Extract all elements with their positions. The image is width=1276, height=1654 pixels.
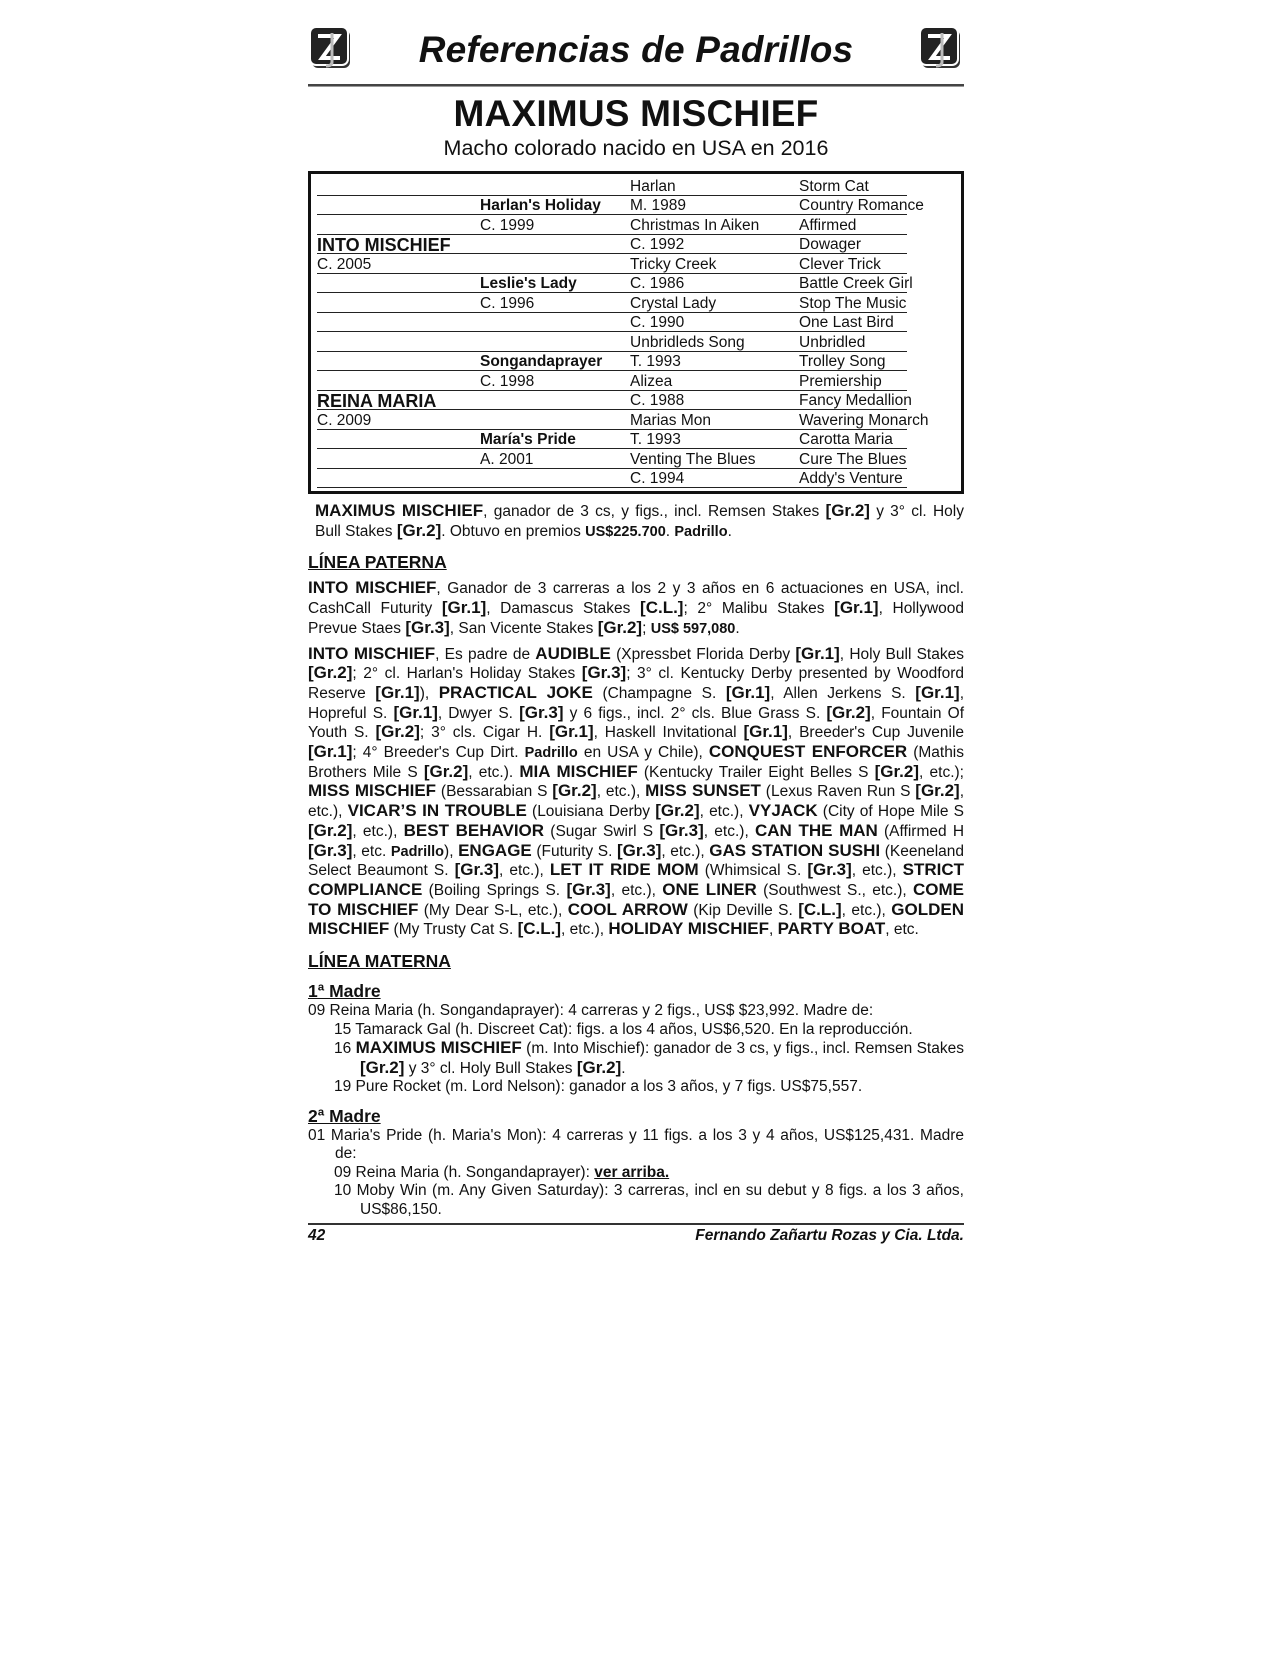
pedigree-cell-gen2: C. 1998	[480, 372, 535, 390]
progeny-text: (My Dear S-L, etc.),	[418, 901, 568, 919]
grade-label: [Gr.2]	[826, 702, 871, 722]
progeny-name: COOL ARROW	[567, 899, 688, 919]
pedigree-row	[317, 449, 941, 469]
progeny-name: CAN THE MAN	[754, 820, 878, 840]
progeny-name: MIA MISCHIEF	[519, 761, 638, 781]
produce-text: 09 Reina Maria (h. Songandaprayer):	[334, 1163, 595, 1181]
progeny-name: ONE LINER	[662, 879, 757, 899]
produce-text: (m. Into Mischief): ganador de 3 cs, y figs., incl. Remsen Stakes	[521, 1040, 964, 1058]
prize-amount: US$ 597,080	[650, 620, 736, 637]
dam-2-heading: 2ª Madre	[308, 1105, 381, 1126]
progeny-name: HOLIDAY MISCHIEF	[608, 919, 769, 939]
pedigree-table	[308, 171, 964, 494]
pedigree-cell-gen3: Crystal Lady	[630, 294, 717, 312]
pedigree-row	[317, 391, 941, 411]
progeny-name: ENGAGE	[458, 840, 532, 860]
grade-label: [Gr.2]	[655, 801, 700, 821]
produce-entry	[308, 1164, 964, 1183]
footer-company: Fernando Zañartu Rozas y Cia. Ltda.	[695, 1227, 964, 1245]
progeny-text: (Whimsical S.	[698, 862, 808, 880]
progeny-text: ),	[444, 842, 459, 860]
progeny-text: (Bessarabian S	[436, 783, 553, 801]
pedigree-cell-gen4: Storm Cat	[799, 177, 869, 195]
pedigree-cell-gen4: Wavering Monarch	[799, 411, 929, 429]
progeny-name: COME TO MISCHIEF	[308, 879, 965, 919]
progeny-text: (My Trusty Cat S.	[389, 921, 518, 939]
progeny-text: , etc.),	[561, 921, 609, 939]
produce-entry: 10 Moby Win (m. Any Given Saturday): 3 carreras, incl en su debut y 8 figs. a los 3 años, US$86,150.	[334, 1182, 964, 1218]
summary-text: .	[665, 522, 675, 540]
pedigree-cell-gen4: Premiership	[799, 372, 882, 390]
progeny-text: , Dwyer S.	[437, 704, 520, 722]
grade-label: [Gr.2]	[375, 722, 420, 742]
progeny-text: , Allen Jerkens S.	[770, 684, 916, 702]
pedigree-cell-gen4: Stop The Music	[799, 294, 907, 312]
pedigree-row	[317, 352, 941, 372]
progeny-text: , etc.),	[661, 842, 710, 860]
grade-label: [Gr.2]	[874, 761, 920, 781]
progeny-text: ; 2° cl. Harlan's Holiday Stakes	[352, 665, 582, 683]
zr-logo-icon	[308, 24, 354, 72]
progeny-text: , etc.),	[352, 822, 404, 840]
progeny-text: (Futurity S.	[531, 842, 617, 860]
grade-label: [Gr.1]	[834, 598, 879, 618]
pedigree-row	[317, 254, 941, 274]
summary-text: y 3° cl. Holy Bull Stakes	[315, 503, 964, 540]
pedigree-cell-gen3: T. 1993	[630, 353, 681, 370]
pedigree-cell-gen3: C. 1994	[630, 470, 685, 487]
progeny-text: , etc.),	[308, 783, 965, 821]
pedigree-cell-gen4: Clever Trick	[799, 255, 881, 273]
grade-label: [Gr.1]	[375, 682, 420, 702]
progeny-text: , etc.	[885, 921, 919, 939]
grade-label: [C.L.]	[517, 919, 561, 939]
grade-label: [Gr.1]	[915, 682, 960, 702]
grade-label: [Gr.2]	[597, 617, 643, 637]
sire-record	[308, 579, 964, 638]
pedigree-cell-gen4: Battle Creek Girl	[799, 275, 913, 292]
progeny-text: ),	[419, 684, 439, 702]
pedigree-cell-gen3: Tricky Creek	[630, 255, 717, 273]
grade-label: [C.L.]	[798, 899, 842, 919]
padrillo-label: Padrillo	[390, 843, 445, 860]
grade-label: [Gr.3]	[616, 840, 662, 860]
progeny-text: , Hopreful S.	[308, 684, 964, 722]
summary-text: .	[727, 522, 732, 540]
dam-2-record: 01 Maria's Pride (h. Maria's Mon): 4 carreras y 11 figs. a los 3 y 4 años, US$125,431. Madre de:	[308, 1126, 964, 1163]
grade-label: [Gr.2]	[360, 1057, 405, 1077]
produce-year: 16	[334, 1040, 356, 1058]
pedigree-cell-gen4: Country Romance	[799, 197, 924, 214]
pedigree-cell-gen2: A. 2001	[480, 450, 534, 468]
page-title: Referencias de Padrillos	[418, 29, 854, 70]
grade-label: [Gr.2]	[308, 663, 353, 683]
sire-text: , Damascus Stakes	[486, 600, 641, 618]
pedigree-cell-gen2: Harlan's Holiday	[480, 197, 601, 214]
grade-label: [Gr.2]	[423, 761, 469, 781]
progeny-text: ; 4° Breeder's Cup Dirt.	[352, 744, 525, 762]
pedigree-cell-gen4: Unbridled	[799, 333, 866, 351]
produce-entry: 19 Pure Rocket (m. Lord Nelson): ganador a los 3 años, y 7 figs. US$75,557.	[334, 1078, 863, 1096]
grade-label: [Gr.3]	[566, 879, 611, 899]
pedigree-cell-gen2: Leslie's Lady	[480, 275, 577, 292]
grade-label: [Gr.2]	[308, 820, 353, 840]
page-footer	[308, 1223, 964, 1245]
progeny-name: PRACTICAL JOKE	[438, 682, 593, 702]
pedigree-cell-gen2: C. 1996	[480, 294, 535, 312]
progeny-text: (Champagne S.	[592, 684, 726, 702]
progeny-text: ; 3° cls. Cigar H.	[419, 724, 550, 742]
pedigree-cell-gen2: C. 1999	[480, 216, 535, 234]
pedigree-row	[317, 196, 941, 216]
pedigree-row	[317, 313, 941, 333]
grade-label: [Gr.3]	[519, 702, 564, 722]
pedigree-cell-gen4: Affirmed	[799, 216, 857, 234]
horse-summary	[308, 502, 964, 541]
progeny-name: VYJACK	[748, 801, 818, 821]
progeny-name: BEST BEHAVIOR	[403, 820, 545, 840]
progeny-name: PARTY BOAT	[777, 919, 886, 939]
pedigree-cell-gen4: One Last Bird	[799, 314, 894, 331]
padrillo-label: Padrillo	[674, 523, 728, 540]
progeny-name: MISS SUNSET	[645, 781, 761, 801]
pedigree-cell-gen3: Marias Mon	[630, 411, 711, 429]
progeny-text: (Xpressbet Florida Derby	[610, 645, 796, 663]
progeny-text: , Fountain Of Youth S.	[308, 704, 964, 742]
summary-text: , ganador de 3 cs, y figs., incl. Remsen Stakes	[483, 503, 826, 520]
progeny-text: ,	[768, 921, 778, 939]
progeny-text: (Mathis Brothers Mile S	[308, 744, 965, 781]
progeny-text: , Haskell Invitational	[593, 724, 744, 742]
pedigree-row	[317, 410, 941, 430]
section-heading-paterna: LÍNEA PATERNA	[308, 552, 447, 573]
grade-label: [C.L.]	[640, 598, 684, 618]
pedigree-cell-gen1: INTO MISCHIEF	[317, 235, 451, 255]
produce-text: .	[621, 1059, 626, 1077]
page	[308, 18, 964, 1245]
sire-text: ; 2° Malibu Stakes	[683, 600, 835, 618]
pedigree-cell-gen3: C. 1992	[630, 236, 685, 253]
progeny-text: y 6 figs., incl. 2° cls. Blue Grass S.	[563, 704, 827, 722]
pedigree-cell-gen4: Carotta Maria	[799, 431, 893, 448]
pedigree-row	[317, 235, 941, 255]
grade-label: [Gr.1]	[743, 722, 788, 742]
grade-label: [Gr.2]	[825, 501, 870, 520]
progeny-text: (Lexus Raven Run S	[760, 783, 916, 801]
header-rule	[308, 84, 964, 87]
progeny-text: (Kip Deville S.	[687, 901, 799, 919]
progeny-name: STRICT COMPLIANCE	[308, 860, 965, 899]
pedigree-cell-gen1: C. 2005	[317, 255, 372, 273]
pedigree-cell-gen4: Trolley Song	[799, 353, 886, 370]
pedigree-cell-gen3: T. 1993	[630, 431, 681, 448]
progeny-text: (Affirmed H	[877, 822, 965, 840]
grade-label: [Gr.3]	[807, 860, 852, 880]
pedigree-row	[317, 293, 941, 313]
prize-amount: US$225.700	[585, 523, 666, 540]
progeny-text: (Boiling Springs S.	[422, 881, 567, 899]
progeny-text: (City of Hope Mile S	[817, 803, 964, 821]
pedigree-cell-gen3: C. 1988	[630, 392, 685, 409]
progeny-text: , etc.),	[596, 783, 646, 801]
grade-label: [Gr.1]	[795, 643, 840, 663]
grade-label: [Gr.2]	[915, 781, 960, 801]
grade-label: [Gr.3]	[454, 860, 499, 880]
pedigree-cell-gen3: Unbridleds Song	[630, 333, 745, 351]
grade-label: [Gr.3]	[581, 663, 627, 683]
horse-subtitle: Macho colorado nacido en USA en 2016	[443, 136, 829, 160]
progeny-text: (Kentucky Trailer Eight Belles S	[637, 763, 875, 781]
sire-name: INTO MISCHIEF	[308, 578, 437, 598]
produce-entry: 15 Tamarack Gal (h. Discreet Cat): figs. a los 4 años, US$6,520. En la reproducción.	[334, 1020, 913, 1038]
pedigree-cell-gen1: C. 2009	[317, 411, 372, 429]
sire-text: , Ganador de 3 carreras a los 2 y 3 años en 6 actuaciones en USA, incl. CashCall Futurity	[308, 580, 964, 618]
pedigree-row	[317, 332, 941, 352]
grade-label: [Gr.1]	[308, 742, 353, 762]
dam-1-record: 09 Reina Maria (h. Songandaprayer): 4 carreras y 2 figs., US$ $23,992. Madre de:	[308, 1002, 874, 1020]
progeny-name: INTO MISCHIEF	[308, 643, 436, 663]
pedigree-row	[317, 215, 941, 235]
progeny-name: GAS STATION SUSHI	[709, 840, 881, 860]
pedigree-cell-gen4: Fancy Medallion	[799, 392, 912, 409]
progeny-text: , etc.).	[468, 763, 520, 781]
progeny-text: en USA y Chile),	[577, 744, 709, 762]
produce-name: MAXIMUS MISCHIEF	[355, 1038, 522, 1058]
grade-label: [Gr.3]	[659, 820, 704, 840]
pedigree-cell-gen4: Addy's Venture	[799, 470, 903, 487]
sire-text: .	[735, 619, 740, 637]
pedigree-row	[317, 371, 941, 391]
progeny-text: , etc.);	[919, 763, 964, 781]
progeny-text: , etc.),	[851, 862, 903, 880]
sire-text: , San Vicente Stakes	[449, 619, 598, 637]
sire-text: ;	[642, 619, 651, 637]
progeny-text: (Keeneland Select Beaumont S.	[308, 842, 964, 880]
section-heading-materna: LÍNEA MATERNA	[308, 951, 451, 972]
page-header	[308, 18, 964, 82]
sire-progeny	[308, 645, 964, 941]
progeny-text: , Es padre de	[435, 645, 536, 663]
progeny-name: VICAR’S IN TROUBLE	[347, 801, 527, 821]
pedigree-cell-gen3: Harlan	[630, 177, 676, 195]
zr-logo-icon	[918, 24, 964, 72]
progeny-name: CONQUEST ENFORCER	[708, 742, 908, 762]
grade-label: [Gr.3]	[308, 840, 353, 860]
progeny-text: , etc.),	[841, 901, 892, 919]
pedigree-row	[317, 176, 941, 196]
pedigree-row	[317, 469, 941, 489]
pedigree-cell-gen3: Venting The Blues	[630, 450, 756, 468]
pedigree-cell-gen3: C. 1990	[630, 314, 685, 331]
progeny-name: MISS MISCHIEF	[308, 781, 437, 801]
grade-label: [Gr.1]	[725, 682, 771, 702]
pedigree-cell-gen2: Songandaprayer	[480, 353, 603, 370]
progeny-text: , Breeder's Cup Juvenile	[787, 724, 965, 742]
progeny-text: , etc.),	[699, 803, 749, 821]
summary-text: . Obtuvo en premios	[441, 522, 586, 540]
pedigree-cell-gen4: Dowager	[799, 236, 862, 253]
pedigree-cell-gen3: Alizea	[630, 372, 673, 390]
page-number: 42	[308, 1227, 326, 1245]
grade-label: [Gr.3]	[405, 617, 450, 637]
progeny-name: AUDIBLE	[535, 643, 611, 663]
grade-label: [Gr.2]	[396, 520, 442, 540]
progeny-text: (Louisiana Derby	[526, 803, 656, 821]
progeny-text: (Sugar Swirl S	[544, 822, 660, 840]
progeny-text: , etc.),	[610, 881, 663, 899]
pedigree-cell-gen4: Cure The Blues	[799, 450, 907, 468]
pedigree-row	[317, 430, 941, 450]
horse-name: MAXIMUS MISCHIEF	[453, 93, 819, 134]
pedigree-row	[317, 274, 941, 294]
grade-label: [Gr.1]	[441, 598, 487, 618]
progeny-name: LET IT RIDE MOM	[549, 860, 699, 880]
produce-entry	[308, 1039, 964, 1078]
grade-label: [Gr.2]	[552, 781, 597, 801]
grade-label: [Gr.1]	[549, 722, 594, 742]
pedigree-cell-gen3: C. 1986	[630, 275, 685, 292]
progeny-text: , etc.	[352, 842, 391, 860]
progeny-text: ; 3° cl. Kentucky Derby presented by Woodford Reserve	[308, 665, 964, 702]
pedigree-cell-gen2: María's Pride	[480, 431, 576, 448]
progeny-text: (Southwest S., etc.),	[756, 881, 914, 899]
pedigree-cell-gen1: REINA MARIA	[317, 391, 437, 411]
pedigree-cell-gen3: Christmas In Aiken	[630, 216, 760, 234]
produce-text: y 3° cl. Holy Bull Stakes	[404, 1059, 577, 1077]
dam-1-heading: 1ª Madre	[308, 981, 381, 1002]
sire-text: , Hollywood Prevue Staes	[308, 600, 965, 637]
padrillo-label: Padrillo	[524, 745, 578, 762]
progeny-name: GOLDEN MISCHIEF	[308, 899, 964, 939]
pedigree-cell-gen3: M. 1989	[630, 197, 687, 214]
progeny-text: , Holy Bull Stakes	[839, 645, 964, 663]
summary-horse-name: MAXIMUS MISCHIEF	[315, 501, 484, 520]
progeny-text: , etc.),	[498, 862, 550, 880]
see-above-link[interactable]: ver arriba.	[594, 1163, 670, 1181]
progeny-text: , etc.),	[703, 822, 755, 840]
grade-label: [Gr.2]	[576, 1057, 622, 1077]
grade-label: [Gr.1]	[393, 702, 438, 722]
